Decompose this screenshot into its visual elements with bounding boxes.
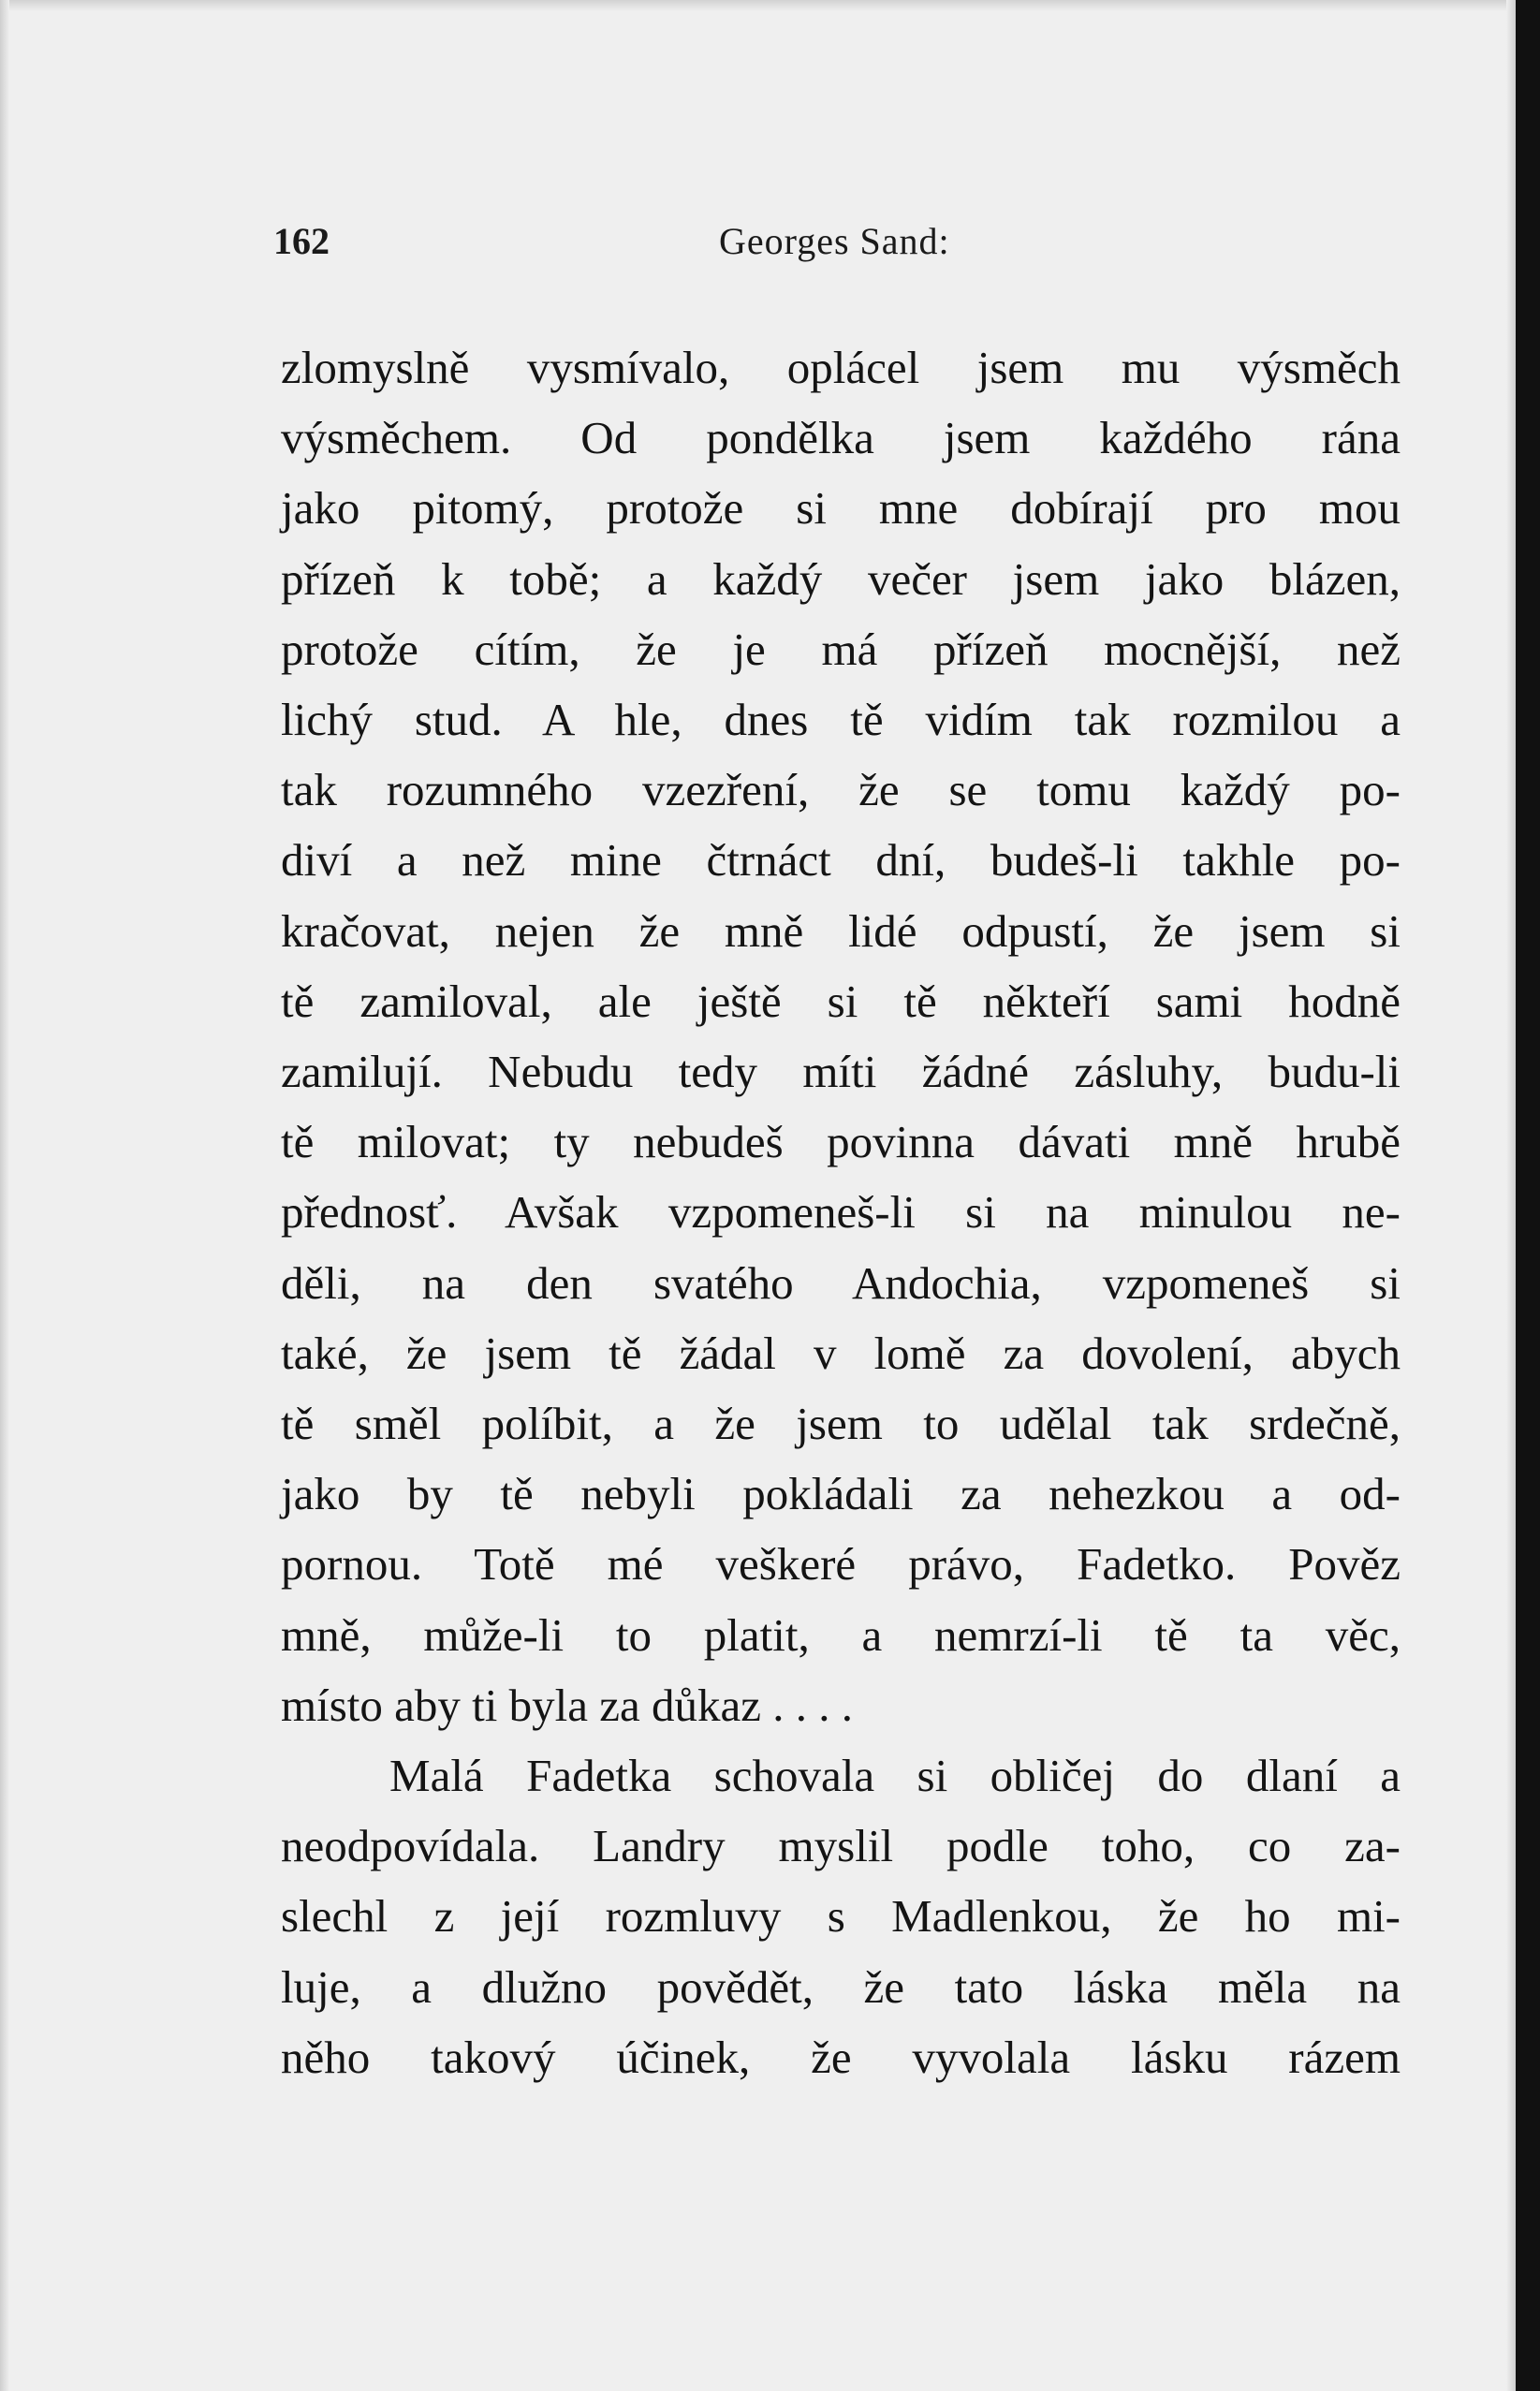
running-head: Georges Sand: <box>719 220 950 262</box>
text-line: pornou. Totě mé veškeré právo, Fadetko. Pověz <box>281 1538 1401 1591</box>
page-top-shadow <box>0 0 1540 11</box>
text-line: mně, může-li to platit, a nemrzí-li tě ta věc, <box>281 1608 1401 1661</box>
text-line: neodpovídala. Landry myslil podle toho, co za- <box>281 1820 1401 1872</box>
text-line: luje, a dlužno povědět, že tato láska měla na <box>281 1960 1401 2013</box>
text-line: přednosť. Avšak vzpomeneš-li si na minulou ne- <box>281 1186 1401 1239</box>
page-left-shadow <box>0 0 9 2391</box>
page-header <box>273 217 1397 266</box>
text-line: místo aby ti byla za důkaz . . . . <box>281 1679 853 1731</box>
text-line: tě zamiloval, ale ještě si tě někteří sami hodně <box>281 975 1401 1027</box>
text-line: diví a než mine čtrnáct dní, budeš-li takhle po- <box>281 834 1401 887</box>
text-line: jako pitomý, protože si mne dobírají pro mou <box>281 482 1401 535</box>
text-line: něho takový účinek, že vyvolala lásku rázem <box>281 2031 1401 2083</box>
text-line: zlomyslně vysmívalo, oplácel jsem mu výsměch <box>281 342 1401 393</box>
text-line: tě směl políbit, a že jsem to udělal tak srdečně, <box>281 1398 1401 1450</box>
text-line: přízeň k tobě; a každý večer jsem jako blázen, <box>281 552 1401 605</box>
text-line: zamilují. Nebudu tedy míti žádné zásluhy, budu-li <box>281 1046 1401 1098</box>
text-line: tak rozumného vzezření, že se tomu každý po- <box>281 764 1401 816</box>
text-line: děli, na den svatého Andochia, vzpomeneš si <box>281 1256 1401 1309</box>
text-line: slechl z její rozmluvy s Madlenkou, že ho mi- <box>281 1890 1401 1943</box>
text-line: lichý stud. A hle, dnes tě vidím tak rozmilou a <box>281 694 1401 746</box>
text-line: kračovat, nejen že mně lidé odpustí, že jsem si <box>281 904 1401 957</box>
page-right-shadow <box>1506 0 1516 2391</box>
text-line: tě milovat; ty nebudeš povinna dávati mně hrubě <box>281 1116 1401 1168</box>
text-line: také, že jsem tě žádal v lomě za dovolení, abych <box>281 1327 1401 1379</box>
body-text <box>281 332 1401 2092</box>
text-line: protože cítím, že je má přízeň mocnější, než <box>281 623 1401 675</box>
page-number: 162 <box>273 220 330 262</box>
text-line: výsměchem. Od pondělka jsem každého rána <box>281 412 1401 464</box>
text-line: Malá Fadetka schovala si obličej do dlaní a <box>389 1750 1401 1802</box>
text-line: jako by tě nebyli pokládali za nehezkou a od- <box>281 1468 1401 1520</box>
scan-border-right <box>1516 0 1540 2391</box>
